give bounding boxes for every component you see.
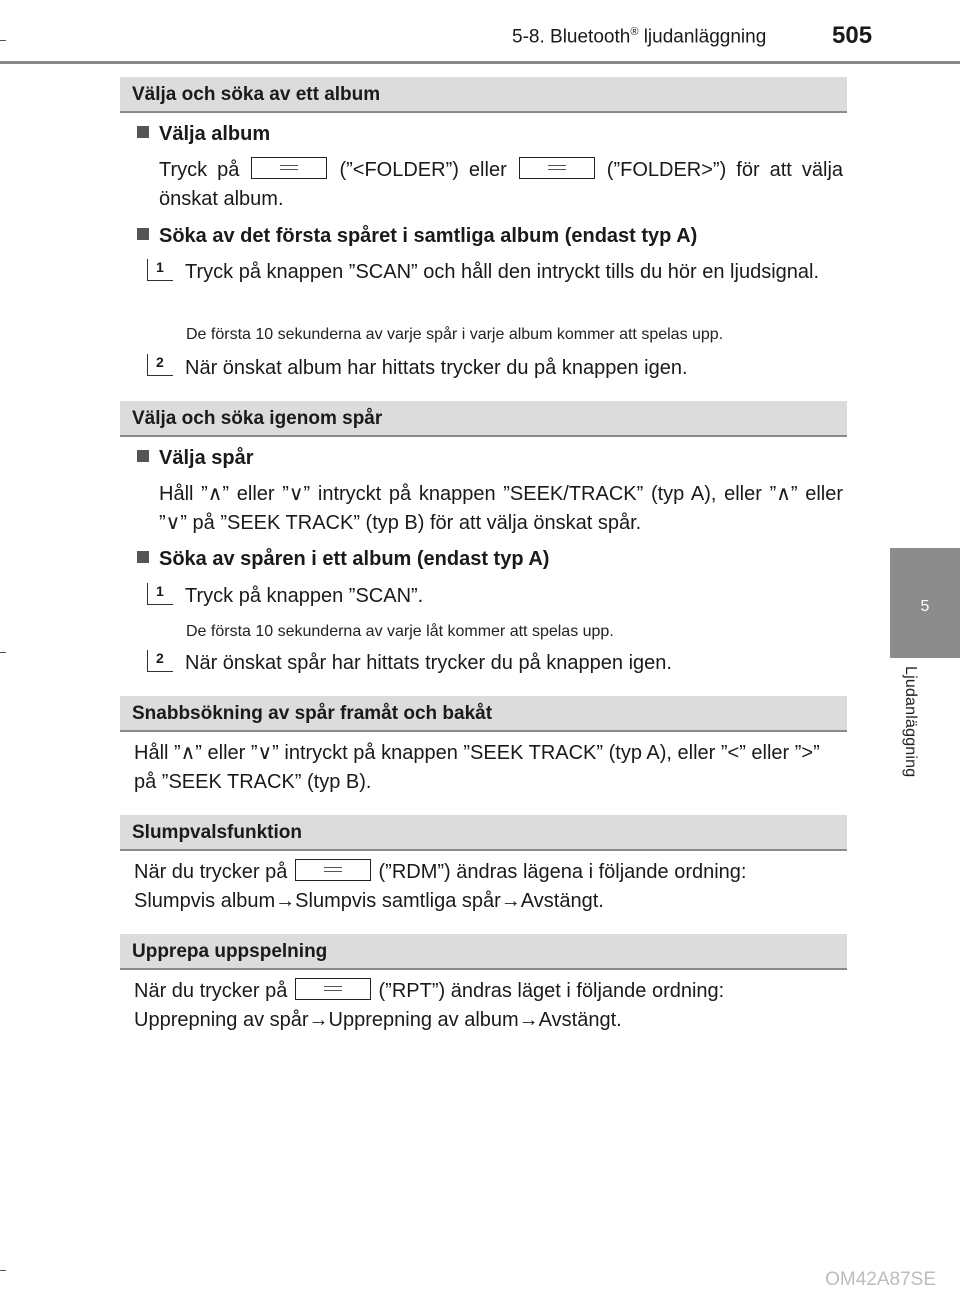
header-title-suffix: ljudanläggning: [638, 26, 767, 48]
page-number: 505: [832, 22, 873, 49]
section-heading: [120, 934, 847, 970]
subheading: [137, 548, 549, 571]
step-number: [147, 583, 173, 605]
step-number-text: 2: [156, 354, 164, 370]
step-text: När önskat spår har hittats trycker du på knappen igen.: [185, 652, 672, 674]
subheading-text: Söka av spåren i ett album (endast typ A): [159, 548, 550, 570]
step-text: När önskat album har hittats trycker du på knappen igen.: [185, 357, 688, 379]
rpt-button-icon: [295, 978, 371, 1000]
subheading-text: Välja spår: [159, 447, 254, 469]
subheading: [137, 123, 270, 146]
square-bullet-icon: [137, 450, 149, 462]
section-heading-text: Välja och söka igenom spår: [132, 408, 383, 429]
page-header-title: [512, 26, 766, 48]
subheading-text: Söka av det första spåret i samtliga album (endast typ A): [159, 225, 698, 247]
watermark: OM42A87SE: [825, 1269, 936, 1290]
folder-prev-button-icon: [251, 157, 327, 179]
chapter-number: 5: [920, 598, 930, 615]
paragraph: [159, 156, 843, 214]
rdm-button-icon: [295, 859, 371, 881]
square-bullet-icon: [137, 551, 149, 563]
header-rule: [0, 61, 960, 64]
crop-mark: [0, 652, 6, 653]
subheading: [137, 225, 697, 248]
step-text: Tryck på knappen ”SCAN”.: [185, 585, 424, 607]
section-heading: [120, 401, 847, 437]
section-heading: [120, 815, 847, 851]
paragraph: [134, 858, 843, 916]
paragraph-text: När du trycker på: [134, 980, 288, 1002]
folder-next-button-icon: [519, 157, 595, 179]
section-heading-text: Välja och söka av ett album: [132, 84, 381, 105]
crop-mark: [0, 1270, 6, 1271]
paragraph-text: (”RPT”) ändras läget i följande ordning:: [378, 980, 725, 1002]
paragraph-text: (”FOLDER>”) för att välja önskat album.: [159, 159, 844, 210]
section-heading-text: Snabbsökning av spår framåt och bakåt: [132, 703, 493, 724]
paragraph-text: Slumpvis album→Slumpvis samtliga spår→Avstängt.: [134, 890, 604, 912]
section-heading: [120, 696, 847, 732]
crop-mark: [0, 40, 6, 41]
step-text: Tryck på knappen ”SCAN” och håll den intryckt tills du hör en ljudsignal.: [185, 261, 820, 283]
paragraph-text: Tryck på: [159, 159, 240, 181]
paragraph: Håll ”∧” eller ”∨” intryckt på knappen ”SEEK TRACK” (typ A), eller ”<” eller ”>” på ”SEEK TRACK” (typ B).: [134, 742, 820, 793]
section-heading-text: Slumpvalsfunktion: [132, 822, 302, 843]
step-number: [147, 354, 173, 376]
step-number-text: 1: [156, 583, 164, 599]
square-bullet-icon: [137, 126, 149, 138]
step-note: De första 10 sekunderna av varje låt kommer att spelas upp.: [186, 623, 614, 640]
registered-mark: ®: [630, 26, 639, 38]
paragraph: [134, 977, 843, 1035]
paragraph: Håll ”∧” eller ”∨” intryckt på knappen ”SEEK/TRACK” (typ A), eller ”∧” eller ”∨” på ”SEEK TRACK” (typ B) för att välja önskat spår.: [159, 483, 843, 534]
paragraph-text: (”<FOLDER”) eller: [339, 159, 507, 181]
step-number: [147, 650, 173, 672]
step-number: [147, 259, 173, 281]
subheading: [137, 447, 254, 470]
step-note: De första 10 sekunderna av varje spår i varje album kommer att spelas upp.: [186, 326, 724, 343]
section-heading: [120, 77, 847, 113]
step-number-text: 1: [156, 259, 164, 275]
subheading-text: Välja album: [159, 123, 271, 145]
paragraph-text: Upprepning av spår→Upprepning av album→Avstängt.: [134, 1009, 622, 1031]
header-title-text: 5-8. Bluetooth: [512, 26, 631, 48]
paragraph-text: När du trycker på: [134, 861, 288, 883]
chapter-label: Ljudanläggning: [902, 666, 919, 778]
section-heading-text: Upprepa uppspelning: [132, 941, 328, 962]
step-number-text: 2: [156, 650, 164, 666]
chapter-tab: [890, 548, 960, 658]
paragraph-text: (”RDM”) ändras lägena i följande ordning:: [378, 861, 747, 883]
square-bullet-icon: [137, 228, 149, 240]
